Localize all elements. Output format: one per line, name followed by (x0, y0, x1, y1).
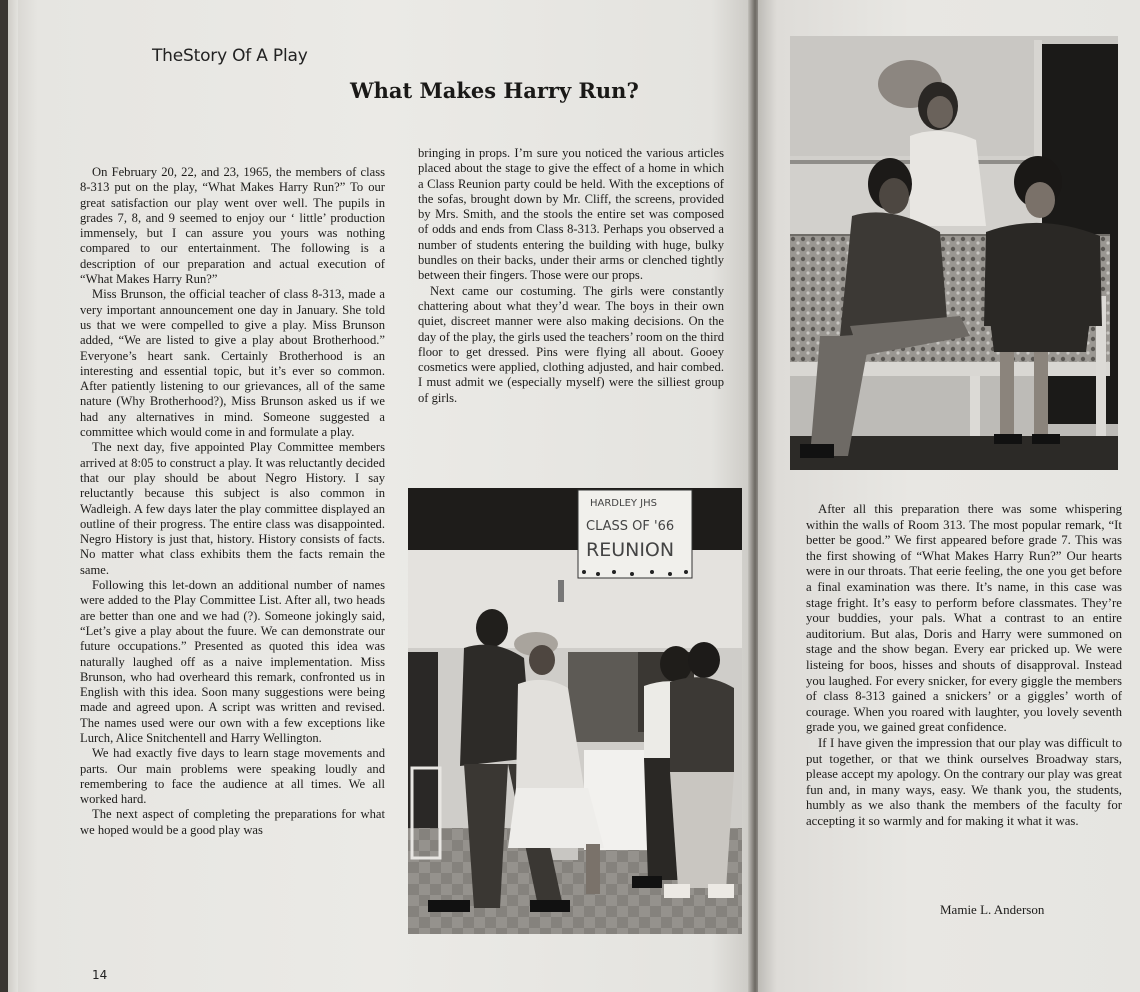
article-column-middle (418, 146, 724, 466)
page-number: 14 (92, 968, 108, 982)
page-edge (8, 0, 18, 992)
paragraph: After all this preparation there was some whispering within the walls of Room 313. The most popular remark, “It better be good.” We first appeared before grade 7. This was the first showing of “What Makes Harry Run?” Our hearts were in our throats. That eerie feeling, the one you get before a final examination was there. It’s name, in this case was stage fright. It’s easy to perform before classmates. They’re your buddies, your pals. What a contrast to an entire auditorium. But alas, Doris and Harry were summoned on stage and the show began. Every ear pricked up. We were listeing for boos, hisses and shouts of disapproval. Instead you laughed. For every snicker, for every giggle the members of class 8-313 gained a snickers’ or a giggles’ worth of courage. When you roared with laughter, you lovely seventh grade you, we gained great confidence. (806, 502, 1122, 735)
paragraph: We had exactly five days to learn stage movements and parts. Our main problems were speaking loudly and remembering to face the audience at all times. We all worked hard. (80, 746, 385, 807)
banner-line: CLASS OF '66 (586, 519, 675, 534)
paragraph: Miss Brunson, the official teacher of class 8-313, made a very important announcement one day in January. She told us that we were compelled to give a play. Miss Brunson added, “We are listed to give a play about Brotherhood.” Everyone’s heart sank. Certainly Brotherhood is an interesting and essential topic, but it’s ever so common. After patiently listening to our grievances, all of the same nature (Why Brotherhood?), Miss Brunson asked us if we had any alternatives in mind. Someone suggested a committee which would come in and formulate a play. (80, 287, 385, 440)
section-kicker: TheStory Of A Play (152, 46, 308, 66)
paragraph: bringing in props. I’m sure you noticed the various articles placed about the stage to give the effect of a home in which a Class Reunion party could be held. With the exceptions of the sofas, brought down by Mr. Cliff, the screens, provided by Mrs. Smith, and the stools the entire set was composed of odds and ends from Class 8-313. Perhaps you observed a number of students entering the building with huge, bulky bundles on their backs, under their arms or clenched tightly between their fingers. Those were our props. (418, 146, 724, 283)
article-column-left (80, 165, 385, 935)
photo-sofa-scene (790, 36, 1118, 470)
paragraph: The next aspect of completing the preparations for what we hoped would be a good play was (80, 807, 385, 837)
paragraph: Following this let-down an additional number of names were added to the Play Committee List. After all, two heads are better than one and we had (?). Someone jokingly said, “Let’s give a play about the fuure. We can demonstrate our future occupations.” Presented as quoted this idea was naturally laughed off as a naive implementation. Miss Brunson, who had overheard this remark, confronted us in English with this idea. Soon many suggestions were being made and agreed upon. A script was written and revised. The names used were our own with a few exceptions like Lurch, Alice Snitchentell and Harry Wellington. (80, 578, 385, 745)
paragraph: Next came our costuming. The girls were constantly chattering about what they’d wear. The boys in their own quiet, discreet manner were also making decisions. On the day of the play, the girls used the teachers’ room on the third floor to get dressed. Pins were flying all about. Gooey cosmetics were applied, clothing adjusted, and hair combed. I must admit we (especially myself) were the silliest group of girls. (418, 283, 724, 405)
paragraph: If I have given the impression that our play was difficult to put together, or that we think ourselves Broadway stars, please accept my apology. On the contrary our play was great fun and, in many ways, easy. We thank you, the students, humbly as we also thank the members of the faculty for accepting it so warmly and for making it what it was. (806, 735, 1122, 828)
banner-line: REUNION (586, 539, 675, 561)
banner-line: HARDLEY JHS (590, 498, 658, 509)
photo-reunion-graphic (408, 488, 742, 934)
paragraph: The next day, five appointed Play Committee members arrived at 8:05 to construct a play. It was reluctantly decided that our play should be about Negro History. I say reluctantly because this subject is also common in Wadleigh. A few days later the play committee displayed an outline of their progress. The entire class was disappointed. Negro History is just that, history. History consists of facts. No matter what class exhibits them the facts remain the same. (80, 440, 385, 577)
article-title: What Makes Harry Run? (350, 78, 639, 103)
paragraph: On February 20, 22, and 23, 1965, the members of class 8-313 put on the play, “What Makes Harry Run?” To our great satisfaction our play went over well. The pupils in grades 7, 8, and 9 seemed to enjoy our ‘ little’ production immensely, but I can assure you yours was nothing compared to our entertainment. The following is a description of our preparation and actual execution of “What Makes Harry Run?” (80, 165, 385, 287)
article-column-right (806, 502, 1122, 922)
photo-sofa-graphic (790, 36, 1118, 470)
author-signature: Mamie L. Anderson (940, 902, 1045, 917)
photo-reunion-scene (408, 488, 742, 934)
